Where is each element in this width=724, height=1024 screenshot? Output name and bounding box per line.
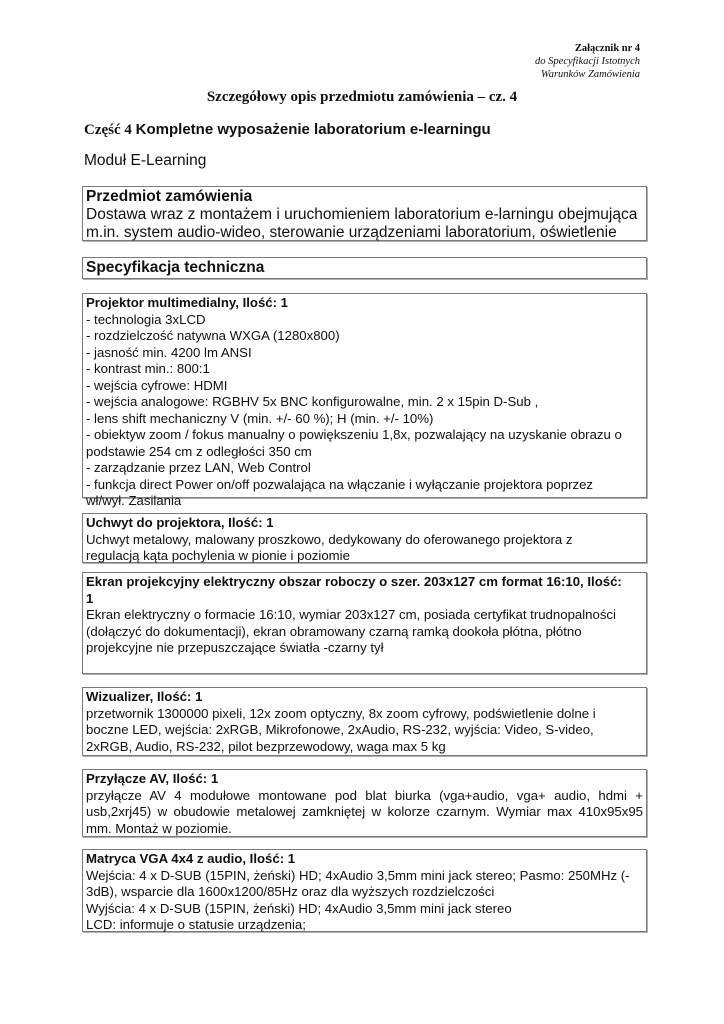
spec-line: podstawie 254 cm z odległości 350 cm <box>86 443 312 459</box>
item-projection-screen <box>82 572 647 674</box>
spec-line: - obiektyw zoom / fokus manualny o powiększeniu 1,8x, pozwalający na uzyskanie obrazu o <box>86 427 622 442</box>
subject-line: m.in. system audio-wideo, sterowanie urządzeniami laboratorium, oświetlenie <box>86 224 617 241</box>
part-label: Część 4 <box>84 122 132 138</box>
spec-line: regulacją kąta pochylenia w pionie i poziomie <box>86 548 350 563</box>
item-av-connector <box>82 769 647 837</box>
attachment-line-2: do Specyfikacji Istotnych <box>535 56 640 67</box>
spec-line: - funkcja direct Power on/off pozwalająca na włączanie i wyłączanie projektora poprzez <box>86 476 594 492</box>
item-heading: Ekran projekcyjny elektryczny obszar roboczy o szer. 203x127 cm format 16:10, Ilość: <box>86 574 622 589</box>
item-projector <box>82 293 647 508</box>
spec-line: boczne LED, wejścia: 2xRGB, Mikrofonowe, 2xAudio, RS-232, wyjścia: Video, S-video, <box>86 722 594 737</box>
spec-line: - wejścia analogowe: RGBHV 5x BNC konfigurowalne, min. 2 x 15pin D-Sub , <box>86 394 539 409</box>
item-heading-cont: 1 <box>86 590 94 606</box>
subject-box <box>82 186 647 241</box>
spec-paragraph: przyłącze AV 4 modułowe montowane pod blat biurka (vga+audio, vga+ audio, hdmi + usb,2xrj45) w obudowie metalowej zamkniętej w kolorze czarnym. Wymiar max 410x95x95 mm. Montaż w poziomie. <box>86 787 643 836</box>
item-heading: Projektor multimedialny, Ilość: 1 <box>86 295 289 310</box>
attachment-header <box>535 42 640 81</box>
spec-line: projekcyjne nie przepuszczające światła -czarny tył <box>86 640 384 655</box>
document-title: Szczegółowy opis przedmiotu zamówienia – cz. 4 <box>206 89 518 105</box>
spec-line: Uchwyt metalowy, malowany proszkowo, dedykowany do oferowanego projektora z <box>86 531 573 547</box>
spec-line: przetwornik 1300000 pixeli, 12x zoom optyczny, 8x zoom cyfrowy, podświetlenie dolne i <box>86 705 596 721</box>
item-heading: Matryca VGA 4x4 z audio, Ilość: 1 <box>86 851 296 866</box>
item-heading: Wizualizer, Ilość: 1 <box>86 689 203 704</box>
spec-line: Ekran elektryczny o formacie 16:10, wymiar 203x127 cm, posiada certyfikat trudnopalności <box>86 607 616 622</box>
spec-line: wł/wył. Zasilania <box>86 493 182 508</box>
item-visualizer <box>82 687 647 756</box>
module-title: Moduł E-Learning <box>84 152 207 169</box>
part-heading <box>84 121 491 139</box>
spec-line: - rozdzielczość natywna WXGA (1280x800) <box>86 328 340 343</box>
item-vga-matrix <box>82 849 647 932</box>
attachment-line-3: Warunków Zamówienia <box>540 69 640 80</box>
spec-line: - wejścia cyfrowe: HDMI <box>86 377 228 393</box>
spec-heading: Specyfikacja techniczna <box>86 259 265 276</box>
subject-heading: Przedmiot zamówienia <box>86 188 253 205</box>
attachment-title: Załącznik nr 4 <box>574 43 640 54</box>
subject-line: Dostawa wraz z montażem i uruchomieniem laboratorium e-larningu obejmująca <box>86 206 638 223</box>
spec-line: 3dB), wsparcie dla 1600x1200/85Hz oraz dla wyższych rozdzielczości <box>86 884 495 899</box>
spec-line: Wejścia: 4 x D-SUB (15PIN, żeński) HD; 4xAudio 3,5mm mini jack stereo; Pasmo: 250MHz (- <box>86 867 630 883</box>
spec-line: - zarządzanie przez LAN, Web Control <box>86 460 311 475</box>
spec-line: - kontrast min.: 800:1 <box>86 361 210 376</box>
item-heading: Przyłącze AV, Ilość: 1 <box>86 771 219 786</box>
item-heading: Uchwyt do projektora, Ilość: 1 <box>86 515 274 530</box>
item-projector-mount <box>82 513 647 563</box>
spec-line: - jasność min. 4200 lm ANSI <box>86 344 252 360</box>
part-title: Kompletne wyposażenie laboratorium e-learningu <box>135 121 491 138</box>
spec-heading-box <box>82 257 647 279</box>
spec-line: 2xRGB, Audio, RS-232, pilot bezprzewodowy, waga max 5 kg <box>86 738 446 754</box>
spec-line: LCD: informuje o statusie urządzenia; <box>86 917 306 932</box>
spec-line: (dołączyć do dokumentacji), ekran obramowany czarną ramką dookoła płótna, płótno <box>86 623 582 639</box>
spec-line: - lens shift mechaniczny V (min. +/- 60 %); H (min. +/- 10%) <box>86 410 434 426</box>
spec-line: - technologia 3xLCD <box>86 311 206 327</box>
spec-line: Wyjścia: 4 x D-SUB (15PIN, żeński) HD; 4xAudio 3,5mm mini jack stereo <box>86 900 512 916</box>
